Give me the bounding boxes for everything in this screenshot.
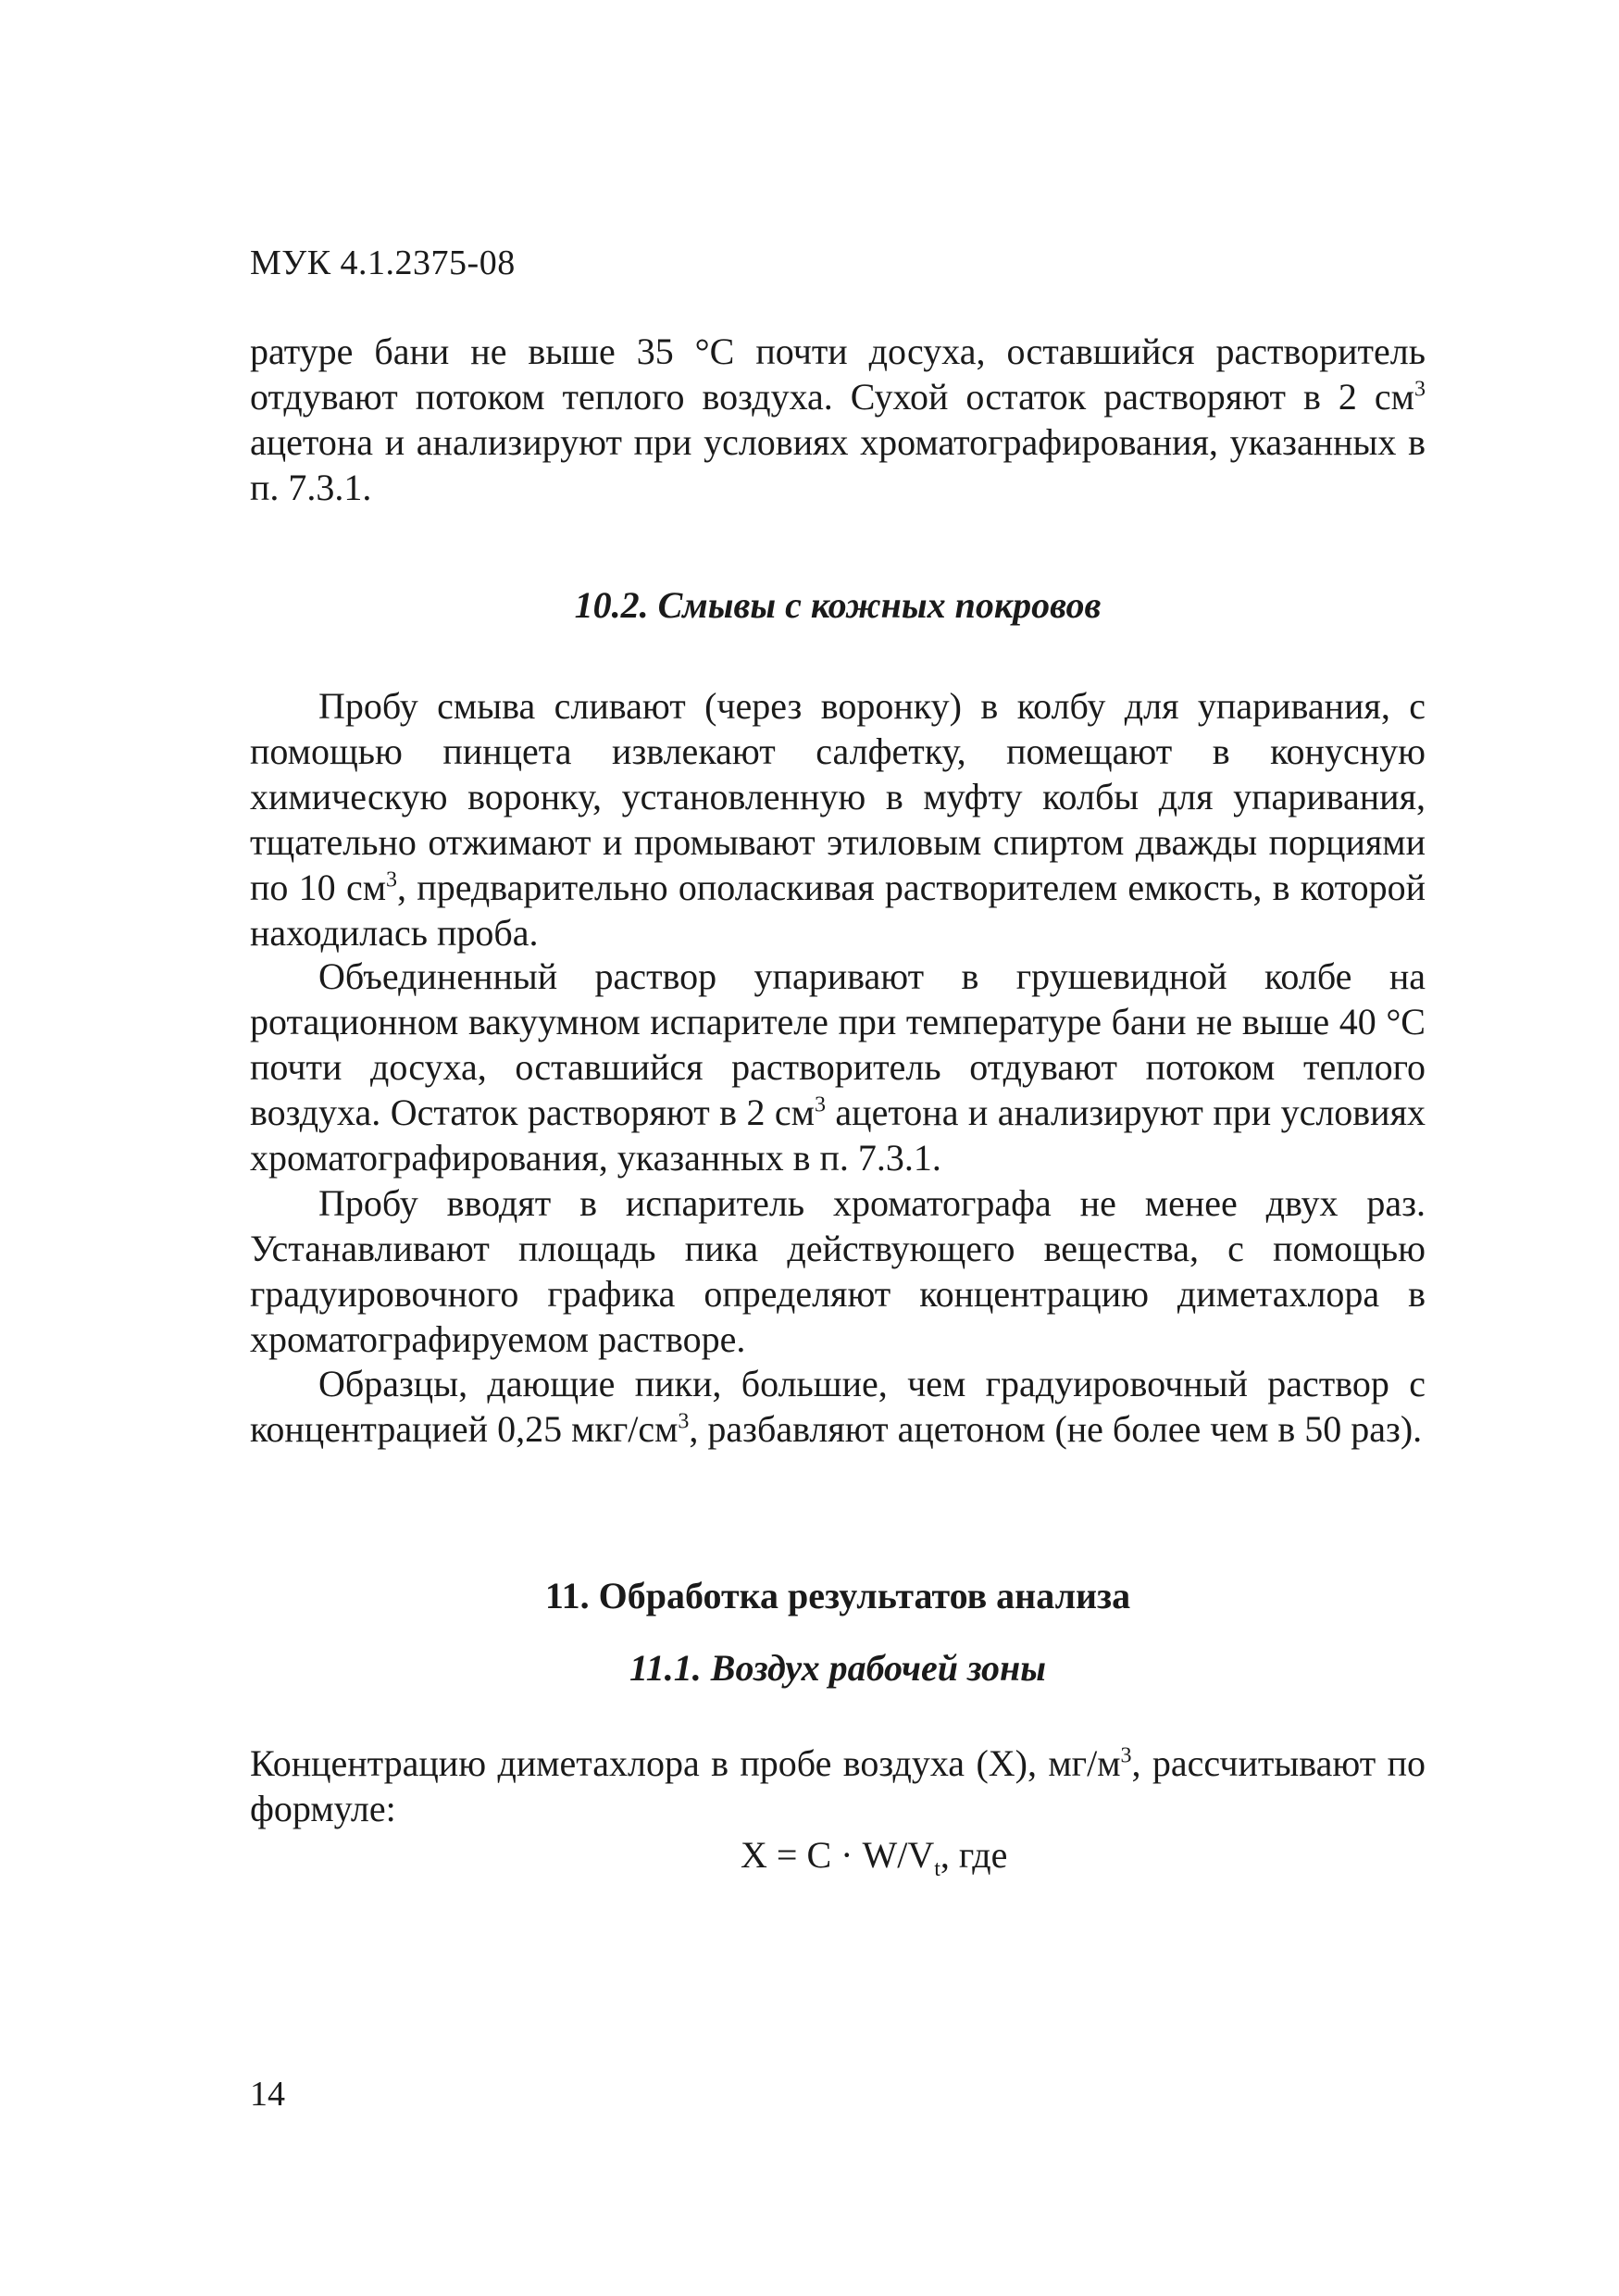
paragraph-text: ацетона и анализируют при условиях хроматографирования, указанных в п. 7.3.1.: [250, 1092, 1426, 1179]
section-10-2-paragraph-1: [250, 683, 1426, 955]
superscript: 3: [1120, 1743, 1132, 1768]
superscript: 3: [1414, 377, 1426, 402]
intro-text-2: ацетона и анализируют при условиях хроматографирования, указанных в п. 7.3.1.: [250, 421, 1426, 508]
paragraph-text: Объединенный раствор упаривают в грушевидной колбе на ротационном вакуумном испарителе при температуре бани не выше 40 °С почти досуха, оставшийся растворитель отдувают потоком теплого воздуха. Остаток растворяют в 2 см: [250, 955, 1426, 1133]
section-11-1-title: 11.1. Воздух рабочей зоны: [629, 1647, 1046, 1689]
intro-paragraph: [250, 329, 1426, 510]
section-11-1-paragraph-1: [250, 1741, 1426, 1831]
paragraph-text: , предварительно ополаскивая растворителем емкость, в которой находилась проба.: [250, 867, 1426, 954]
formula-subscript: t: [934, 1857, 940, 1881]
section-10-2-paragraph-2: [250, 954, 1426, 1180]
paragraph-text: , рассчитывают по формуле:: [250, 1742, 1426, 1829]
formula-rhs: , где: [940, 1834, 1008, 1876]
formula-lhs: Х = С · W/V: [741, 1834, 935, 1876]
paragraph-text: Пробу смыва сливают (через воронку) в колбу для упаривания, с помощью пинцета извлекают салфетку, помещают в конусную химическую воронку, установленную в муфту колбы для упаривания, тщательно отжимают и промывают этиловым спиртом дважды порциями по 10 см: [250, 685, 1426, 908]
paragraph-text: , разбавляют ацетоном (не более чем в 50 раз).: [689, 1408, 1423, 1450]
superscript: 3: [678, 1409, 690, 1434]
document-code: МУК 4.1.2375-08: [250, 243, 516, 282]
formula: [741, 1833, 1007, 1882]
intro-text-1: ратуре бани не выше 35 °С почти досуха, оставшийся растворитель отдувают потоком теплого воздуха. Сухой остаток растворяют в 2 см: [250, 331, 1426, 418]
paragraph-text: Образцы, дающие пики, большие, чем градуировочный раствор с концентрацией 0,25 мкг/см: [250, 1363, 1426, 1450]
superscript: 3: [386, 867, 398, 892]
section-10-2-title: 10.2. Смывы с кожных покровов: [574, 584, 1102, 626]
superscript: 3: [814, 1092, 826, 1117]
section-10-2-paragraph-3: Пробу вводят в испаритель хроматографа не менее двух раз. Устанавливают площадь пика действующего вещества, с помощью градуировочного графика определяют концентрацию диметахлора в хроматографируемом растворе.: [250, 1182, 1426, 1360]
paragraph-text: Концентрацию диметахлора в пробе воздуха (Х), мг/м: [250, 1742, 1121, 1784]
document-page: [250, 0, 1426, 2296]
section-10-2-paragraph-4: [250, 1361, 1426, 1452]
page-number: 14: [250, 2075, 285, 2114]
section-11-title: 11. Обработка результатов анализа: [544, 1575, 1131, 1616]
